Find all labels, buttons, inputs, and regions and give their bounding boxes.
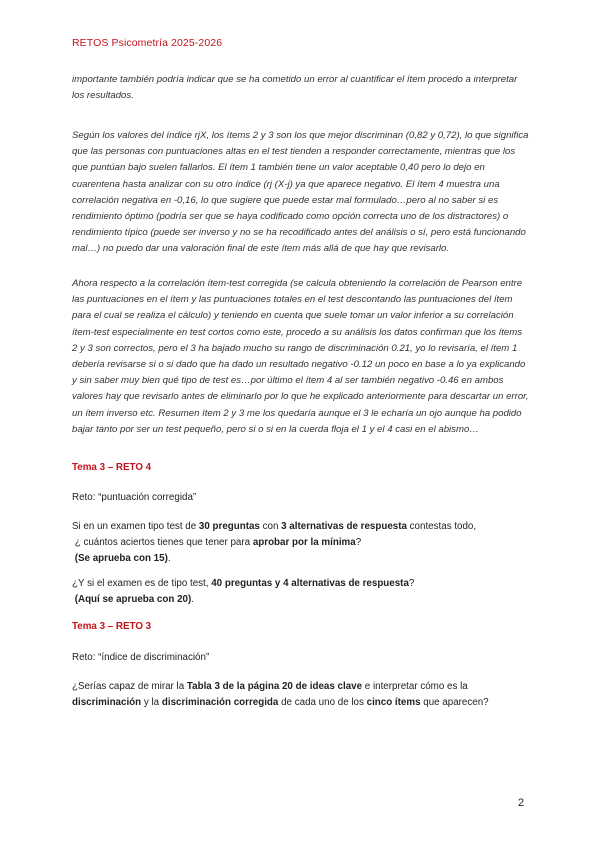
paragraph-item-test-correlation: Según los valores del índice rjX, los ítems 2 y 3 son los que mejor discriminan (0,82 y 0,72), lo que significa que las personas con puntuaciones altas en el test tienden a responder correctamente, mientras que los que puntúan bajo suelen fallarlos. El ítem 1 también tiene un valor aceptable 0,40 pero lo dejo en cuarentena hasta analizar con su otro índice (rj (X-j) ya que aparece negativo. El ítem 4 muestra una correlación negativa en -0,16, lo que sugiere que puede estar mal formulado…pero al no saber si es rendimiento óptimo (podría ser que se haya codificado como opción correcta uno de los distractores) o rendimiento típico (puede ser inverso y no se ha recodificado antes del análisis o sí, pero está funcionando mal…) no puedo dar una valoración final de este ítem más allá de que hay que revisarlo. [72, 130, 529, 255]
q3-text-g: de cada uno de los [278, 697, 367, 708]
section-title-reto3: Tema 3 – RETO 3 [72, 621, 152, 632]
q2-answer: (Aquí se aprueba con 20) [74, 594, 192, 605]
q3-text-c: e interpretar cómo es la [362, 681, 468, 692]
page-header: RETOS Psicometría 2025-2026 [72, 37, 223, 49]
q1-bold-3-alternativas: 3 alternativas de respuesta [281, 521, 407, 532]
q1-text-j: . [167, 553, 171, 564]
question-40-preguntas [72, 576, 532, 608]
q1-text-e: contestas todo, [406, 521, 477, 532]
q2-text-a: ¿Y si el examen es de tipo test, [72, 578, 212, 589]
q1-answer: (Se aprueba con 15) [74, 553, 168, 564]
q1-text-h: ? [355, 537, 362, 548]
q3-text-a: ¿Serías capaz de mirar la [72, 681, 187, 692]
reto-label-discriminacion: Reto: “índice de discriminación” [72, 652, 210, 663]
section-title-reto4: Tema 3 – RETO 4 [72, 462, 152, 473]
q3-bold-discriminacion: discriminación [72, 697, 142, 708]
question-30-preguntas [72, 519, 532, 567]
q1-bold-aprobar: aprobar por la mínima [252, 537, 356, 548]
q2-bold-40-preguntas: 40 preguntas y 4 alternativas de respuesta [211, 578, 409, 589]
q1-text-c: con [259, 521, 282, 532]
q3-bold-discriminacion-corregida: discriminación corregida [161, 697, 279, 708]
question-tabla-3 [72, 679, 532, 711]
q3-text-i: que aparecen? [420, 697, 489, 708]
paragraph-corrected-correlation: Ahora respecto a la correlación ítem-test corregida (se calcula obteniendo la correlación de Pearson entre las puntuaciones en el ítem y las puntuaciones totales en el test descontando las puntuaciones del ítem para el cual se realiza el cálculo) y teniendo en cuenta que suele tomar un valor inferior a su correlación ítem-test especialmente en test cortos como este, procedo a su análisis los datos confirman que los ítems 2 y 3 son correctos, pero el 3 ha bajado mucho su rango de discriminación 0.21, yo lo revisaría, el ítem 1 debería revisarse si o si dado que ha dado un resultado negativo -0.12 un poco en base a lo ya explicando y sin saber muy bien qué tipo de test es…por último el ítem 4 al ser también negativo -0.46 en ambos valores hay que revisarlo antes de eliminarlo por lo que he explicado anteriormente para descartar un error, un ítem inverso etc. Resumen ítem 2 y 3 me los quedaría aunque el 3 le echaría un ojo aunque ha podido bajar tanto por ser un test pequeño, pero si o si en la cuerda floja el 1 y el 4 casi en el abismo… [72, 278, 529, 435]
paragraph-intro-continued: importante también podría indicar que se ha cometido un error al cuantificar el ítem procedo a interpretar los resultados. [72, 74, 518, 102]
q3-bold-tabla: Tabla 3 de la página 20 de ideas clave [186, 681, 363, 692]
q3-text-e: y la [141, 697, 162, 708]
q1-text-a: Si en un examen tipo test de [72, 521, 199, 532]
q1-bold-30-preguntas: 30 preguntas [198, 521, 260, 532]
q3-bold-cinco-items: cinco ítems [366, 697, 421, 708]
q1-text-f: ¿ cuántos aciertos tienes que tener para [74, 537, 253, 548]
reto-label-puntuacion: Reto: “puntuación corregida” [72, 492, 197, 503]
page-number: 2 [518, 797, 525, 809]
q2-text-e: . [191, 594, 194, 605]
q2-text-c: ? [408, 578, 415, 589]
